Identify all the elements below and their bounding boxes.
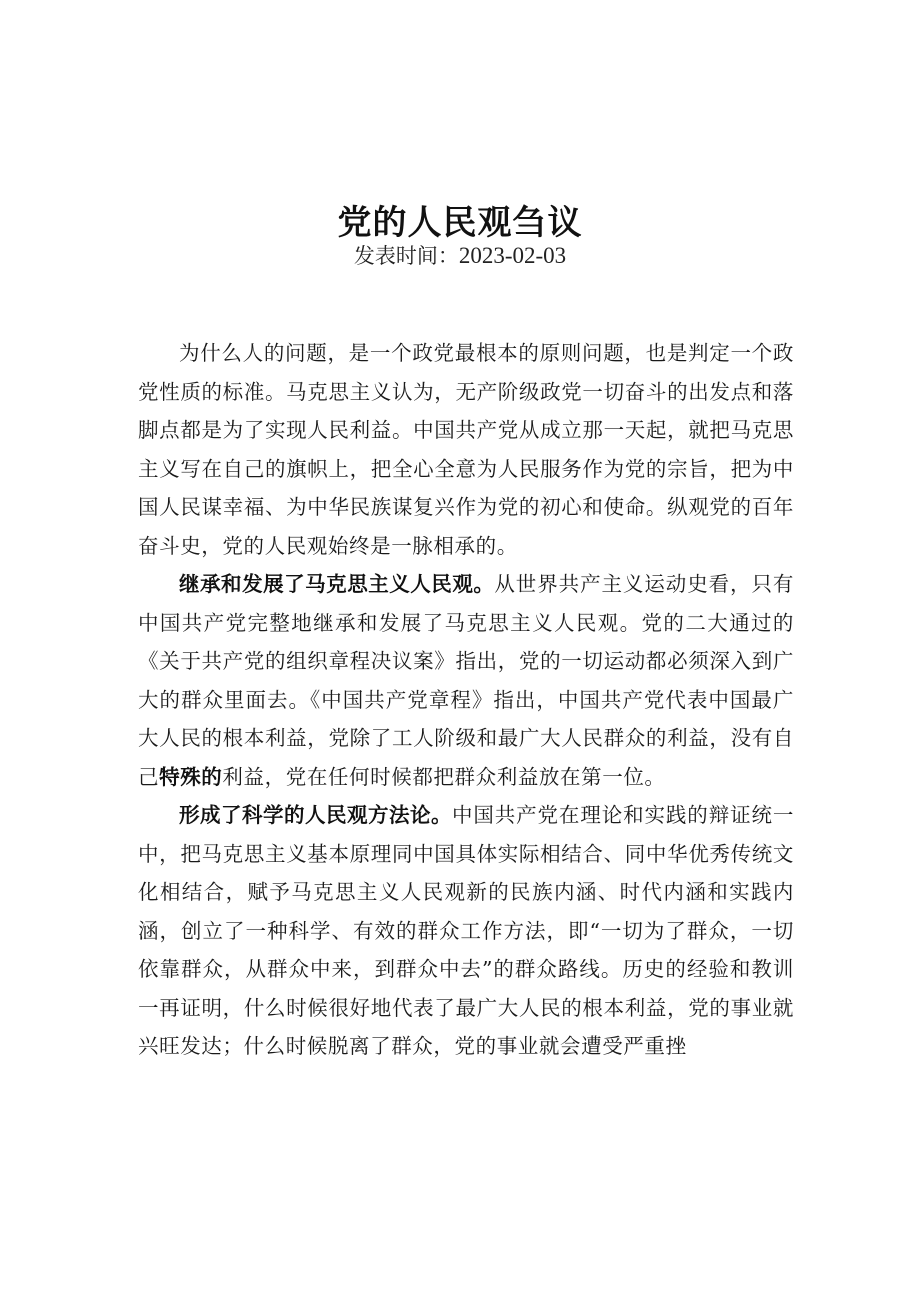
article-body <box>138 334 794 1066</box>
publish-date <box>0 236 920 276</box>
emphasized-text: 特殊的 <box>159 764 223 789</box>
paragraph-text: 中国共产党在理论和实践的辩证统一中，把马克思主义基本原理同中国具体实际相结合、同中华优秀传统文化相结合，赋予马克思主义人民观新的民族内涵、时代内涵和实践内涵，创立了一种科学、有效的群众工作方法，即“一切为了群众，一切依靠群众，从群众中来，到群众中去”的群众路线。历史的经验和教训一再证明，什么时候很好地代表了最广大人民的根本利益，党的事业就兴旺发达；什么时候脱离了群众，党的事业就会遭受严重挫 <box>138 803 794 1058</box>
document-title: 党的人民观刍议 <box>337 202 583 243</box>
paragraph-inheritance <box>138 565 794 796</box>
paragraph-text: 为什么人的问题，是一个政党最根本的原则问题，也是判定一个政党性质的标准。马克思主义认为，无产阶级政党一切奋斗的出发点和落脚点都是为了实现人民利益。中国共产党从成立那一天起，就把马克思主义写在自己的旗帜上，把全心全意为人民服务作为党的宗旨，把为中国人民谋幸福、为中华民族谋复兴作为党的初心和使命。纵观党的百年奋斗史，党的人民观始终是一脉相承的。 <box>138 341 794 558</box>
paragraph-text-continued: 利益，党在任何时候都把群众利益放在第一位。 <box>222 764 666 789</box>
paragraph-methodology <box>138 796 794 1066</box>
publish-date-value: 2023-02-03 <box>458 243 567 268</box>
paragraph-heading: 形成了科学的人民观方法论。 <box>179 803 452 827</box>
paragraph-text: 从世界共产主义运动史看，只有中国共产党完整地继承和发展了马克思主义人民观。党的二大通过的《关于共产党的组织章程决议案》指出，党的一切运动都必须深入到广大的群众里面去。《中国共产党章程》指出，中国共产党代表中国最广大人民的根本利益，党除了工人阶级和最广大人民群众的利益，没有自己 <box>138 572 794 789</box>
publish-date-label: 发表时间： <box>353 244 459 268</box>
paragraph-heading: 继承和发展了马克思主义人民观。 <box>179 572 495 596</box>
paragraph-intro <box>138 334 794 565</box>
